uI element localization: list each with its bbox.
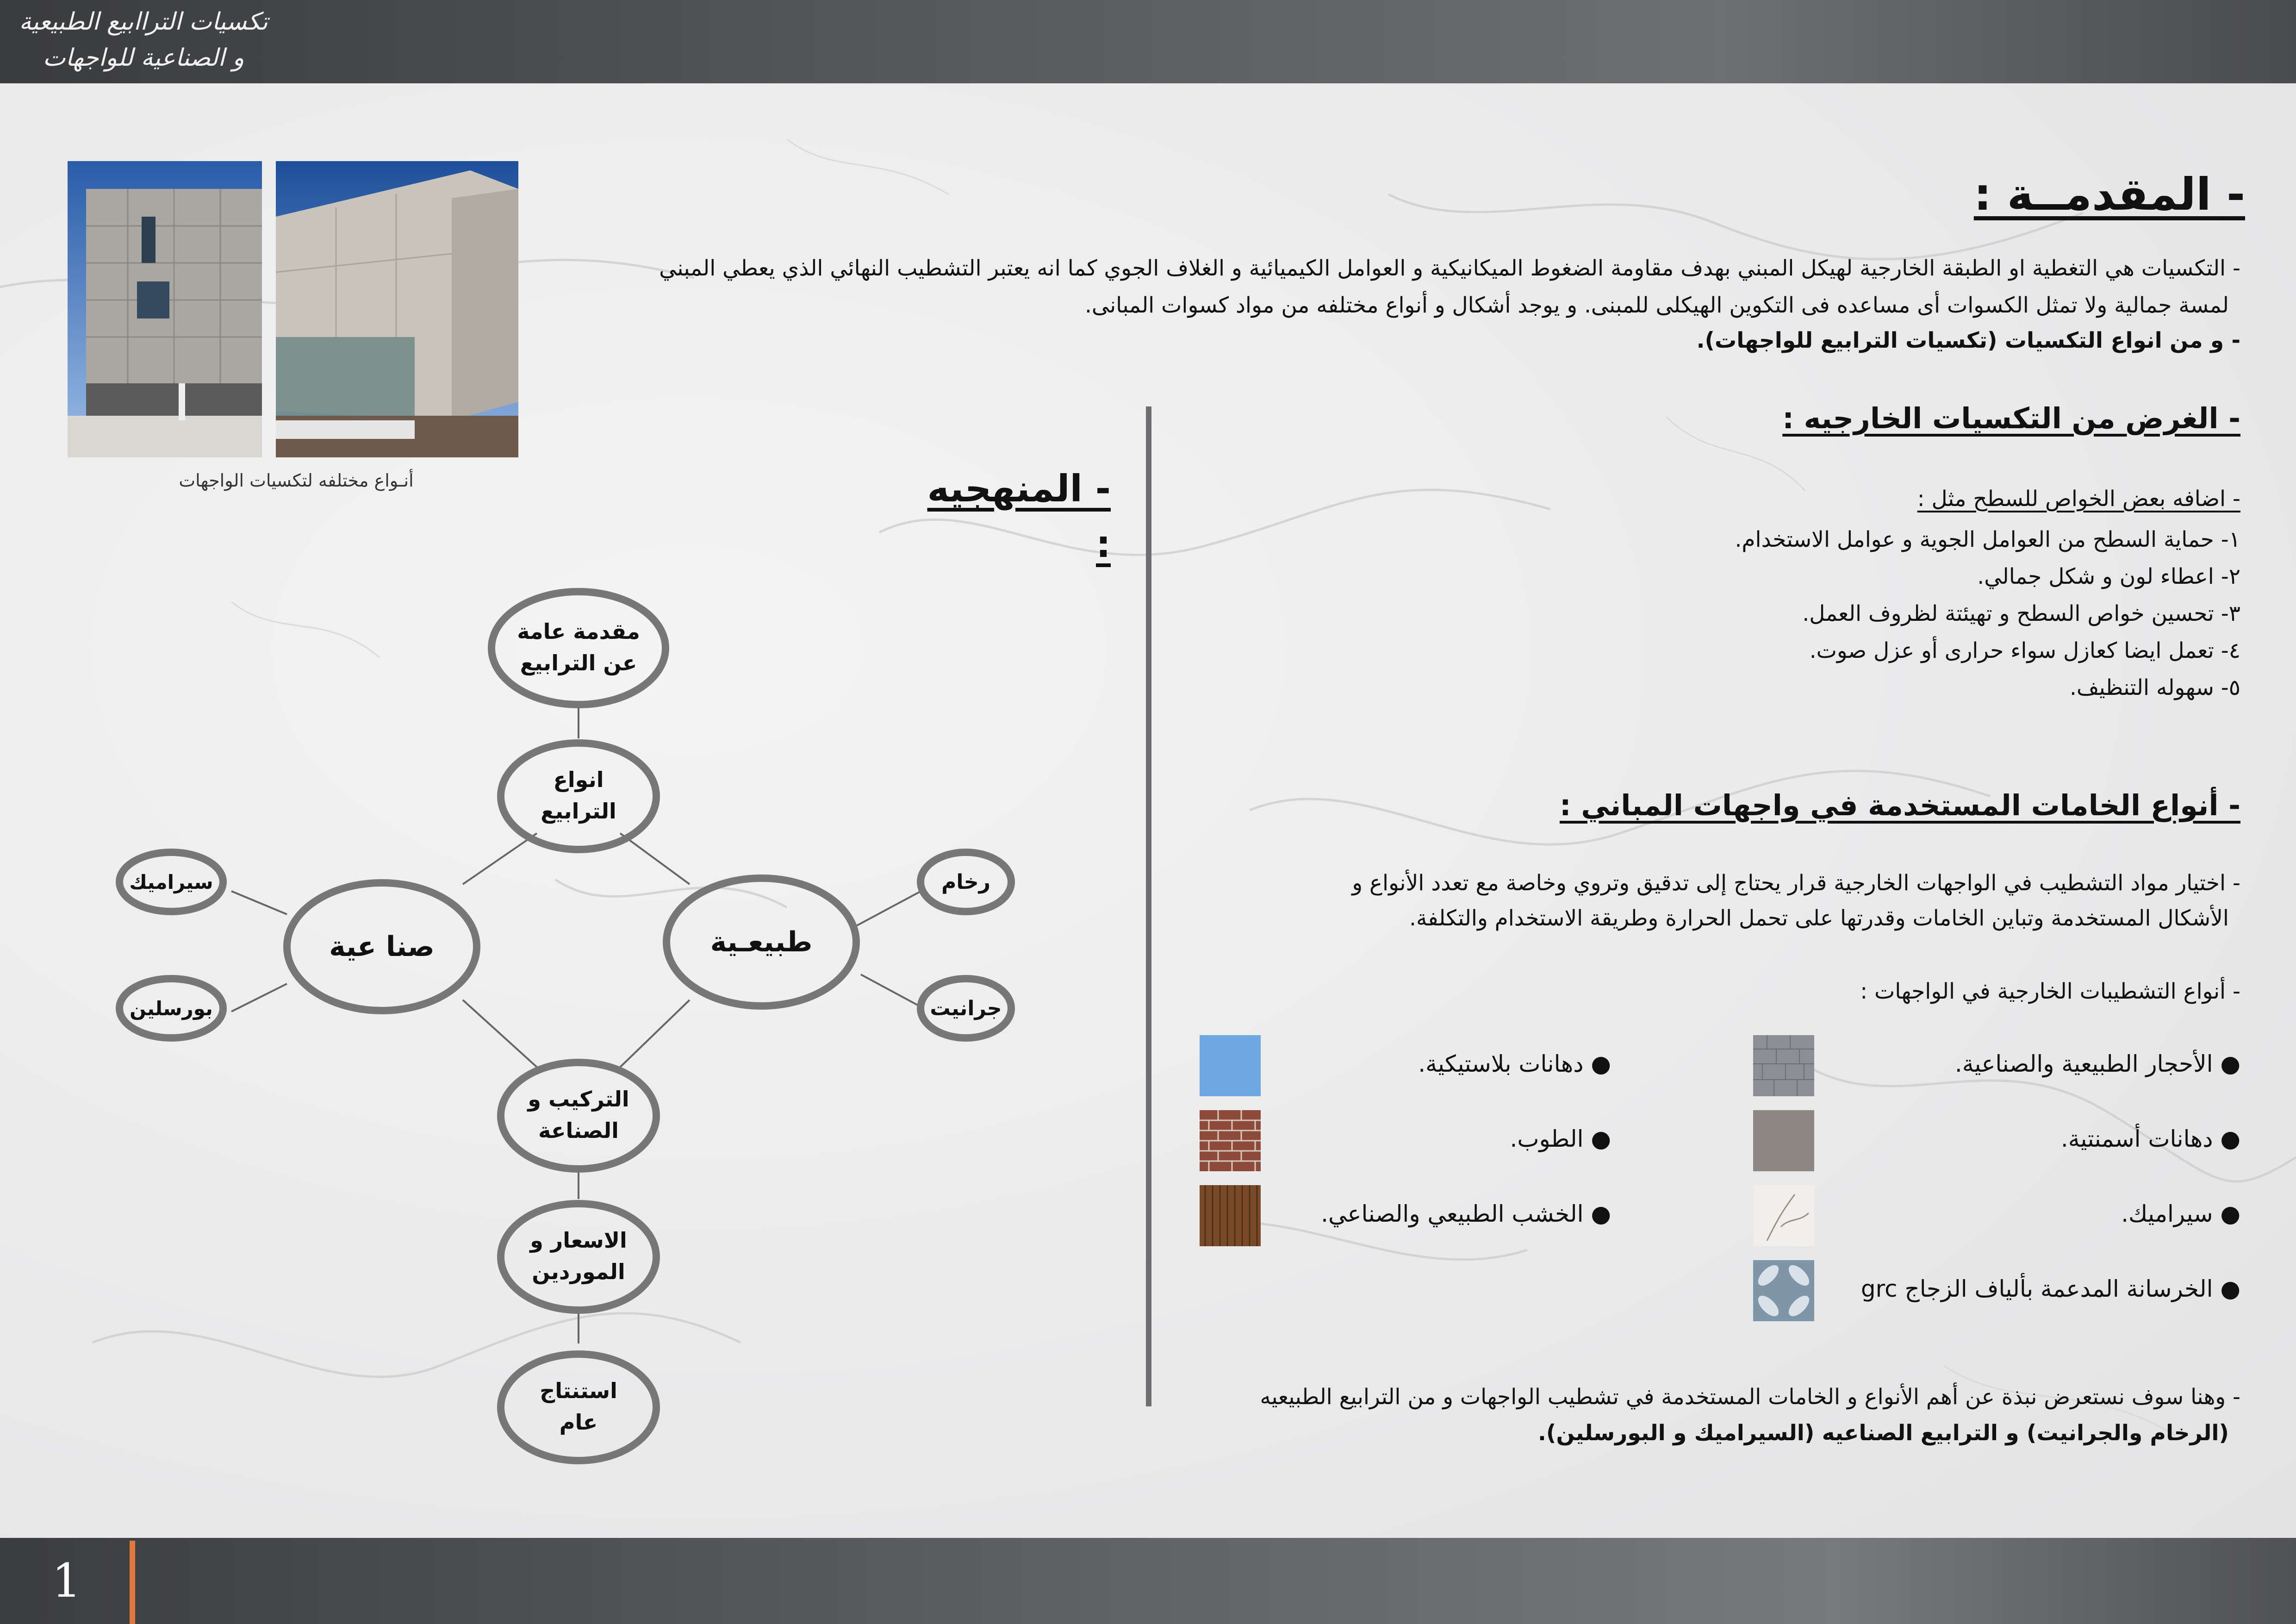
footer-band [0,1538,2296,1624]
materials-paragraph-line2: الأشكال المستخدمة وتباين الخامات وقدرتها على تحمل الحرارة وطريقة الاستخدام والتكلفة. [1409,906,2229,931]
section-divider [1146,406,1151,1406]
edge-industrial-install [463,1000,537,1067]
node-natural-label: طبيعـية [710,926,813,958]
purpose-item: ١- حماية السطح من العوامل الجوية و عوامل الاستخدام. [1735,527,2240,552]
footer-accent-line [130,1541,135,1624]
material-item-wood: ● الخشب الطبيعي والصناعي. [1321,1200,1611,1227]
building-photo-left [68,161,262,457]
edge-industrial-porcelain [231,984,287,1012]
header-band [0,0,2296,83]
material-item-ceramic: ● سيراميك. [2121,1200,2240,1227]
edge-natural-install [620,1000,690,1067]
header-title-line2: و الصناعية للواجهات [43,44,244,72]
wood-swatch [1200,1185,1261,1246]
edge-natural-granite [861,974,921,1007]
purpose-item: ٥- سهوله التنظيف. [2069,675,2240,700]
node-install-ellipse [501,1062,656,1169]
brick-swatch [1200,1110,1261,1171]
materials-list-intro: - أنواع التشطيبات الخارجية في الواجهات : [1860,979,2240,1004]
cement-swatch [1753,1110,1814,1171]
edge-types-industrial [463,833,537,884]
cement-swatch-fill [1753,1110,1814,1171]
wood-swatch-fill [1200,1185,1261,1246]
node-marble-label: رخام [941,870,990,894]
node-types-line1: انواع [553,767,604,792]
material-item-plastic-paint: ● دهانات بلاستيكية. [1418,1050,1611,1077]
photos-caption: أنـواع مختلفه لتكسيات الواجهات [179,470,414,491]
node-prices-ellipse [501,1204,656,1310]
intro-paragraph-line1: - التكسيات هي التغطية او الطبقة الخارجية لهيكل المبني بهدف مقاومة الضغوط الميكانيكية و العوامل الكيميائية و الغلاف الجوي كما انه يعتبر التشطيب النهائي الذي يعطي المبني [659,256,2240,281]
material-item-cement-paint: ● دهانات أسمنتية. [2060,1125,2240,1152]
node-granite-label: جرانيت [930,997,1002,1020]
node-conclusion-line1: استنتاج [540,1378,617,1403]
header-title [19,4,268,76]
node-intro-line2: عن الترابيع [520,650,637,675]
grc-swatch-fill [1753,1260,1814,1321]
node-types-ellipse [501,743,656,849]
node-intro-ellipse [492,592,666,705]
node-intro-line1: مقدمة عامة [517,619,640,644]
purpose-item: ٤- تعمل ايضا كعازل سواء حرارى أو عزل صوت. [1809,638,2240,663]
header-title-line1: تكسيات التراابيع الطبيعية [19,8,268,36]
node-install-line1: التركيب و [528,1087,629,1112]
node-install-line2: الصناعة [538,1118,619,1143]
node-ceramic-label: سيراميك [129,871,213,893]
ceramic-swatch [1753,1185,1814,1246]
edge-types-natural [620,833,690,884]
methodology-diagram [93,556,1064,1481]
edge-natural-marble [856,891,921,926]
edge-industrial-ceramic [231,891,287,914]
purpose-item: ٣- تحسين خواص السطح و تهيئتة لظروف العمل. [1802,601,2240,626]
purpose-subheading: - اضافه بعض الخواص للسطح مثل : [1917,486,2240,512]
page-number: 1 [52,1554,81,1608]
grc-swatch [1753,1260,1814,1321]
node-conclusion-ellipse [501,1354,656,1461]
plastic-paint-swatch-fill [1200,1035,1261,1096]
intro-paragraph-line2: لمسة جمالية ولا تمثل الكسوات أى مساعده فى التكوين الهيكلى للمبنى. و يوجد أشكال و أنواع مختلفه من مواد كسوات المبانى. [1084,293,2229,318]
node-porcelain-label: بورسلين [130,997,213,1020]
materials-closing-line1: - وهنا سوف نستعرض نبذة عن أهم الأنواع و الخامات المستخدمة في تشطيب الواجهات و من الترابيع الطبيعيه [1260,1384,2240,1410]
node-prices-line1: الاسعار و [530,1228,627,1253]
intro-types-line: - و من انواع التكسيات (تكسيات الترابيع للواجهات). [1696,328,2240,353]
materials-heading: - أنواع الخامات المستخدمة في واجهات المباني : [1559,788,2240,822]
building-photo-right [276,161,518,457]
node-prices-line2: الموردين [532,1259,625,1284]
methodology-heading: - المنهجيه : [927,467,1111,566]
materials-closing-line2: (الرخام والجرانيت) و الترابيع الصناعيه (السيراميك و البورسلين). [1538,1420,2229,1446]
materials-paragraph-line1: - اختيار مواد التشطيب في الواجهات الخارجية قرار يحتاج إلى تدقيق وتروي وخاصة مع تعدد الأنواع و [1352,870,2240,896]
node-industrial-label: صنا عية [329,931,435,963]
material-item-brick: ● الطوب. [1510,1125,1611,1152]
purpose-heading: - الغرض من التكسيات الخارجيه : [1782,401,2240,435]
node-conclusion-line2: عام [559,1410,598,1435]
intro-heading: - المقدمــة : [1973,169,2245,220]
material-item-stone: ● الأحجار الطبيعية والصناعية. [1954,1050,2240,1077]
purpose-item: ٢- اعطاء لون و شكل جمالي. [1977,564,2240,589]
plastic-paint-swatch [1200,1035,1261,1096]
purpose-list [1407,521,2240,706]
stone-swatch [1753,1035,1814,1096]
node-types-line2: الترابيع [541,799,616,824]
material-item-grc: ● الخرسانة المدعمة بألياف الزجاج grc [1860,1275,2240,1302]
